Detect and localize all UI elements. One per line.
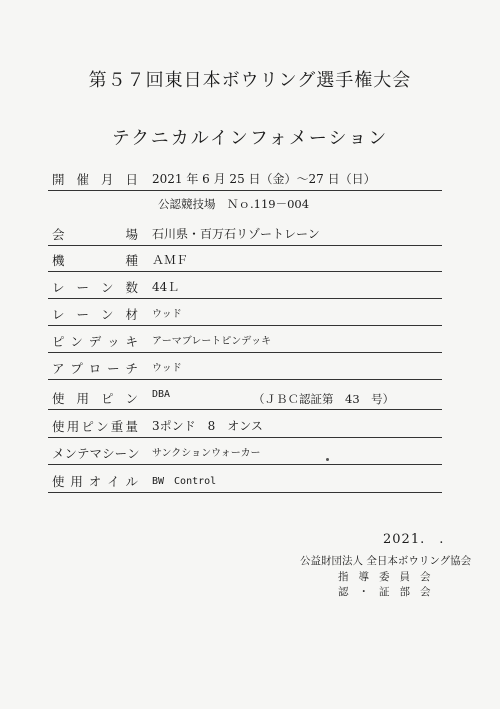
row-label: メ ン テ マ シ ー ン <box>52 446 140 461</box>
row-underline <box>48 492 442 493</box>
row-lane-material <box>52 302 442 326</box>
org-committee: 指導委員会 <box>338 571 441 583</box>
row-label: 使 用 オ イ ル <box>52 474 138 489</box>
row-underline <box>48 437 442 438</box>
row-value: DBA <box>152 389 171 400</box>
row-value: ウッド <box>152 309 182 320</box>
row-underline <box>48 245 442 246</box>
certified-venue-number: 公認競技場 Ｎｏ.119－004 <box>158 197 310 211</box>
org-name: 公益財団法人 全日本ボウリング協会 <box>300 555 472 567</box>
document-subtitle: テクニカルインフォメーション <box>111 128 389 149</box>
row-underline <box>48 298 442 299</box>
row-underline <box>48 379 442 380</box>
row-label: 使 用 ピ ン 重 量 <box>52 419 138 434</box>
row-label: 使 用 ピ ン <box>52 391 138 406</box>
row-underline <box>48 352 442 353</box>
row-label: 機 種 <box>52 253 138 268</box>
row-underline <box>48 325 442 326</box>
row-oil <box>52 469 442 493</box>
row-underline <box>48 190 442 191</box>
row-label: 開 催 月 日 <box>52 172 138 187</box>
row-maintenance-machine <box>52 441 442 465</box>
row-label: 会 場 <box>52 227 138 242</box>
row-machine <box>52 248 442 272</box>
row-pin-deck <box>52 329 442 353</box>
row-label: ピ ン デ ッ キ <box>52 334 138 349</box>
row-value: アーマブレートピンデッキ <box>152 336 272 347</box>
row-value: 2021 年 6 月 25 日（金）～27 日（日） <box>152 172 376 186</box>
row-venue <box>52 222 442 246</box>
row-value: 3ポンド 8 オンス <box>152 419 263 433</box>
row-pin-weight <box>52 414 442 438</box>
row-value: ウッド <box>152 363 182 374</box>
row-value: 石川県・百万石リゾートレーン <box>152 227 320 241</box>
row-label: レ ー ン 材 <box>52 307 138 322</box>
row-label: ア プ ロ ー チ <box>52 361 138 376</box>
row-underline <box>48 464 442 465</box>
row-underline <box>48 409 442 410</box>
row-value: 44Ｌ <box>152 280 180 294</box>
issue-date: 2021. . <box>383 532 445 547</box>
row-value: ＡＭＦ <box>152 253 189 267</box>
document-title: 第５７回東日本ボウリング選手権大会 <box>88 70 412 91</box>
row-approach <box>52 356 442 380</box>
row-date <box>52 167 442 191</box>
org-division: 認・証部会 <box>338 586 441 598</box>
row-value: サンクションウォーカー <box>152 448 261 459</box>
row-lane-count <box>52 275 442 299</box>
row-underline <box>48 271 442 272</box>
stray-mark <box>326 458 329 461</box>
row-value: BW Control <box>152 476 217 487</box>
row-label: レ ー ン 数 <box>52 280 138 295</box>
jbc-certification: （ＪＢＣ認証第 43 号） <box>253 392 395 406</box>
